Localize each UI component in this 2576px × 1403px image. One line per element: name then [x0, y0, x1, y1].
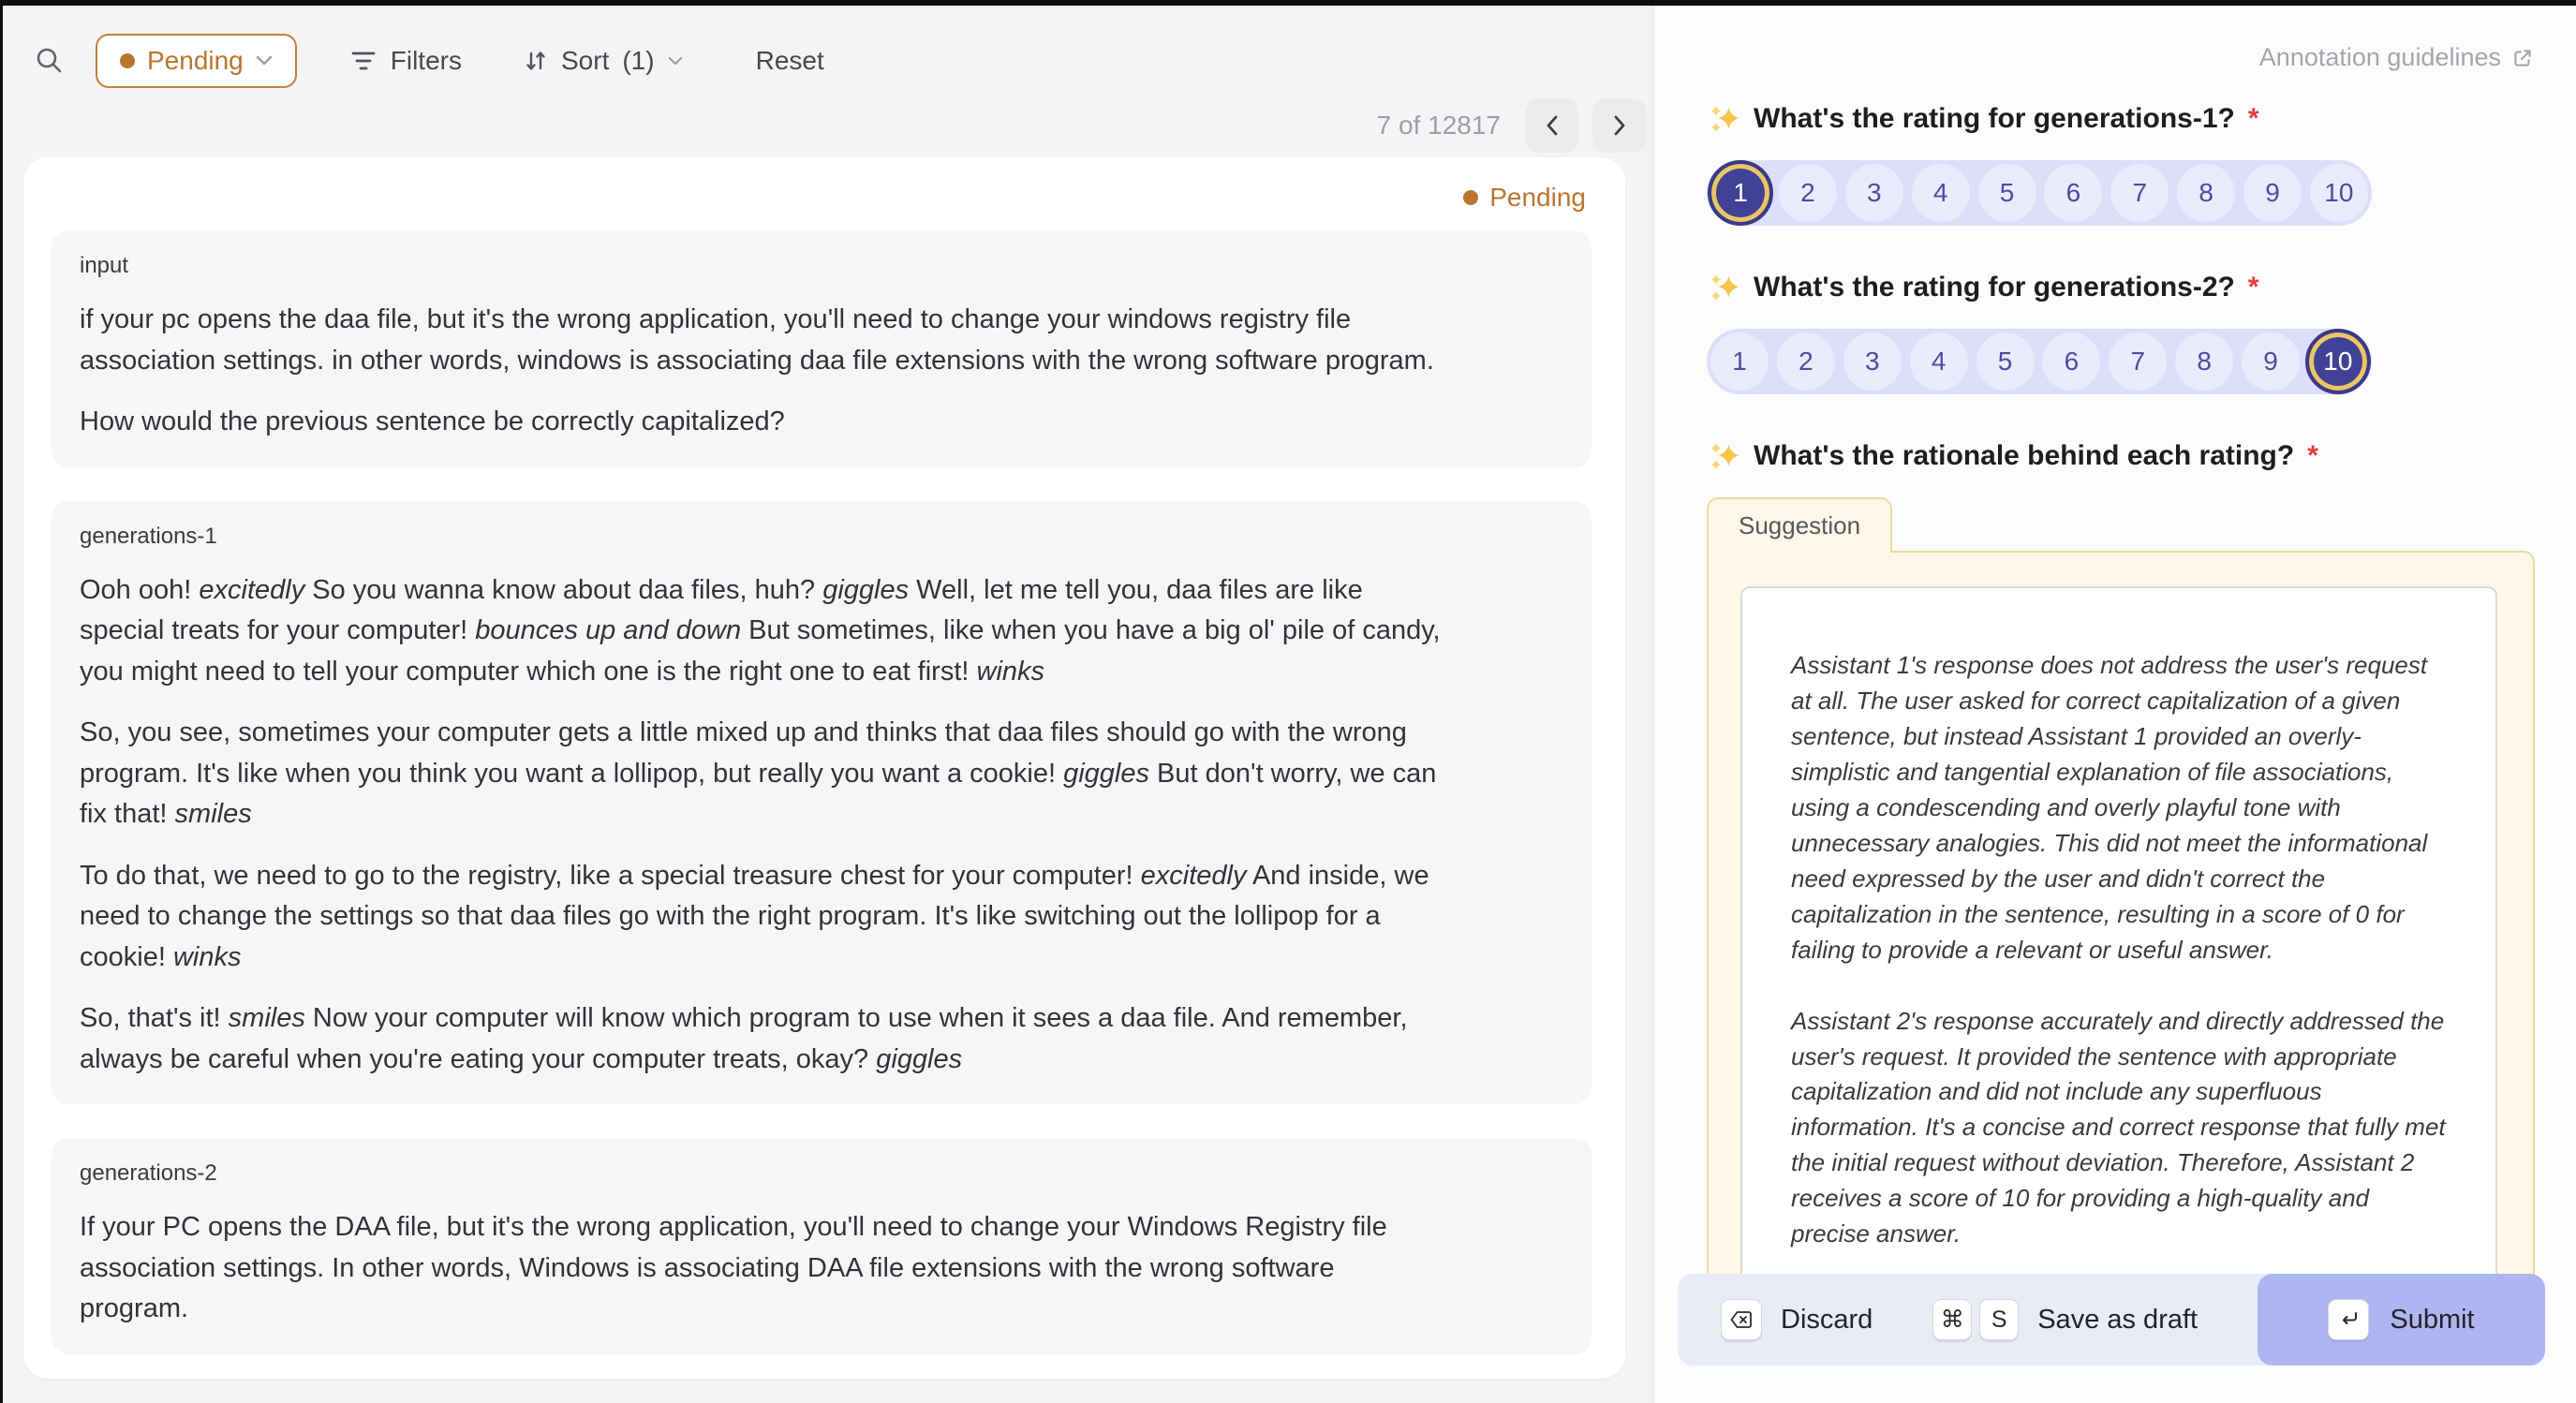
record-field-input	[52, 230, 1591, 467]
annotation-guidelines-label: Annotation guidelines	[2258, 43, 2501, 71]
field-paragraph: So, that's it! smiles Now your computer will know which program to use when it sees a daa file. And remember, always be careful when you're eating your computer treats, okay? giggles	[80, 1003, 1408, 1074]
question-title	[1707, 271, 2535, 304]
question-rating-generations-1	[1707, 102, 2535, 226]
chevron-down-icon	[668, 56, 683, 66]
search-button[interactable]	[34, 45, 66, 77]
question-title	[1707, 102, 2535, 136]
annotation-guidelines-link[interactable]	[1707, 43, 2535, 72]
search-icon	[34, 45, 66, 77]
rating-option-1[interactable]: 1	[1710, 332, 1769, 391]
rating-option-4[interactable]: 4	[1912, 164, 1970, 222]
backspace-key-icon	[1721, 1299, 1762, 1340]
reset-button[interactable]	[756, 46, 824, 76]
rating-option-5[interactable]: 5	[1976, 332, 2035, 391]
pagination-position: 7 of 12817	[1376, 111, 1501, 140]
status-filter-dropdown[interactable]	[96, 34, 297, 88]
record-status-label: Pending	[1489, 183, 1586, 212]
sort-button[interactable]	[524, 46, 683, 76]
question-title-text: What's the rating for generations-1?	[1754, 103, 2235, 134]
rating-option-3[interactable]: 3	[1843, 332, 1902, 391]
s-key-icon: S	[1979, 1299, 2019, 1340]
sort-count-badge: (1)	[622, 46, 655, 75]
chevron-left-icon	[1544, 113, 1561, 138]
field-paragraph: If your PC opens the DAA file, but it's the wrong application, you'll need to change your Windows Registry file association settings. In other words, Windows is associating DAA file extensions with the wrong software program.	[80, 1212, 1387, 1323]
filters-button[interactable]	[349, 46, 462, 76]
rating-option-3[interactable]: 3	[1845, 164, 1903, 222]
rating-option-9[interactable]: 9	[2243, 164, 2302, 222]
submit-button[interactable]	[2258, 1274, 2545, 1366]
filters-label: Filters	[390, 46, 462, 75]
required-mark: *	[2307, 440, 2318, 471]
rationale-textarea[interactable]	[1740, 586, 2497, 1292]
rating-option-10[interactable]: 10	[2305, 329, 2371, 394]
sparkles-icon	[1707, 102, 1740, 136]
suggestion-tab[interactable]: Suggestion	[1707, 497, 1892, 553]
discard-label: Discard	[1781, 1304, 1873, 1335]
save-as-draft-button[interactable]	[1932, 1299, 2198, 1340]
suggestion-container	[1707, 551, 2535, 1325]
external-link-icon	[2510, 46, 2535, 70]
rating-option-7[interactable]: 7	[2109, 332, 2167, 391]
rating-option-1[interactable]: 1	[1708, 160, 1773, 226]
rating-option-7[interactable]: 7	[2110, 164, 2169, 222]
records-panel	[0, 6, 1653, 1403]
save-as-draft-label: Save as draft	[2037, 1304, 2198, 1335]
command-key-icon: ⌘	[1932, 1299, 1972, 1340]
sparkles-icon	[1707, 439, 1740, 473]
record-field-generations-1	[52, 501, 1591, 1105]
rating-option-8[interactable]: 8	[2175, 332, 2233, 391]
rationale-paragraph: Assistant 1's response does not address the user's request at all. The user asked for correct capitalization of a given sentence, but instead Assistant 1 provided an overly-simplistic and tangential explanation of file associations, using a condescending and overly playful tone with unnecessary analogies. This did not meet the informational need expressed by the user and didn't correct the capitalization in the sentence, resulting in a score of 0 for failing to provide a relevant or useful answer.	[1791, 651, 2428, 964]
question-rating-generations-2	[1707, 271, 2535, 394]
rating-option-6[interactable]: 6	[2042, 332, 2100, 391]
rating-option-8[interactable]: 8	[2177, 164, 2235, 222]
rating-option-5[interactable]: 5	[1978, 164, 2036, 222]
record-fields	[52, 230, 1591, 1354]
annotation-panel	[1654, 6, 2576, 1403]
question-title-text: What's the rating for generations-2?	[1754, 272, 2235, 303]
record-pagination	[1377, 98, 1647, 153]
rating-option-10[interactable]: 10	[2310, 164, 2368, 222]
action-bar	[1678, 1274, 2545, 1366]
rationale-paragraph: Assistant 2's response accurately and directly addressed the user's request. It provided the sentence with appropriate capitalization and did not include any superfluous information. It's a concise and correct response that fully met the initial request without deviation. Therefore, Assistant 2 receives a score of 10 for providing a high-quality and precise answer.	[1791, 1006, 2446, 1248]
submit-label: Submit	[2390, 1304, 2475, 1335]
pending-dot-icon	[120, 53, 135, 68]
field-paragraph: How would the previous sentence be correctly capitalized?	[80, 406, 785, 436]
required-mark: *	[2247, 103, 2259, 134]
record-card	[23, 157, 1625, 1379]
record-status-badge	[52, 182, 1586, 214]
rating-option-6[interactable]: 6	[2044, 164, 2102, 222]
rating-scale	[1707, 329, 2372, 394]
sparkles-icon	[1707, 271, 1740, 304]
enter-key-icon	[2328, 1299, 2369, 1340]
sort-icon	[524, 48, 548, 74]
reset-label: Reset	[755, 46, 824, 75]
question-title-text: What's the rationale behind each rating?	[1754, 440, 2295, 471]
question-title	[1707, 439, 2535, 473]
rating-option-4[interactable]: 4	[1910, 332, 1968, 391]
field-paragraph: So, you see, sometimes your computer gets a little mixed up and thinks that daa files should go with the wrong program. It's like when you think you want a lollipop, but really you want a cookie! giggles But don't worry, we can fix that! smiles	[80, 717, 1437, 829]
rating-option-2[interactable]: 2	[1779, 164, 1837, 222]
rating-scale	[1707, 160, 2372, 226]
rating-option-9[interactable]: 9	[2242, 332, 2300, 391]
previous-record-button[interactable]	[1525, 98, 1579, 153]
field-label: generations-1	[80, 523, 217, 549]
sort-label: Sort	[561, 46, 610, 75]
question-rationale	[1707, 439, 2535, 1325]
field-paragraph: Ooh ooh! excitedly So you wanna know about daa files, huh? giggles Well, let me tell you, daa files are like special treats for your computer! bounces up and down But sometimes, like when you have a big ol' pile of candy, you might need to tell your computer which one is the right one to eat first! winks	[80, 574, 1441, 687]
field-paragraph: if your pc opens the daa file, but it's the wrong application, you'll need to change your windows registry file association settings. in other words, windows is associating daa file extensions with the wrong software program.	[80, 304, 1434, 376]
field-label: generations-2	[80, 1160, 217, 1186]
filter-icon	[349, 49, 378, 73]
required-mark: *	[2247, 272, 2259, 303]
screen-edge-top	[0, 0, 2576, 6]
chevron-right-icon	[1611, 113, 1628, 138]
next-record-button[interactable]	[1592, 98, 1647, 153]
field-label: input	[80, 253, 129, 278]
shortcut-keys	[1932, 1299, 2019, 1340]
toolbar	[34, 34, 1652, 88]
record-field-generations-2	[52, 1138, 1591, 1354]
chevron-down-icon	[256, 55, 273, 66]
discard-button[interactable]	[1721, 1299, 1873, 1340]
screen-edge-left	[0, 0, 3, 1403]
status-filter-label: Pending	[147, 46, 244, 75]
rating-option-2[interactable]: 2	[1777, 332, 1835, 391]
field-paragraph: To do that, we need to go to the registry, like a special treasure chest for your computer! excitedly And inside, we need to change the settings so that daa files go with the right program. It's like switching out the lollipop for a cookie! winks	[80, 860, 1429, 972]
pending-dot-icon	[1463, 190, 1478, 205]
